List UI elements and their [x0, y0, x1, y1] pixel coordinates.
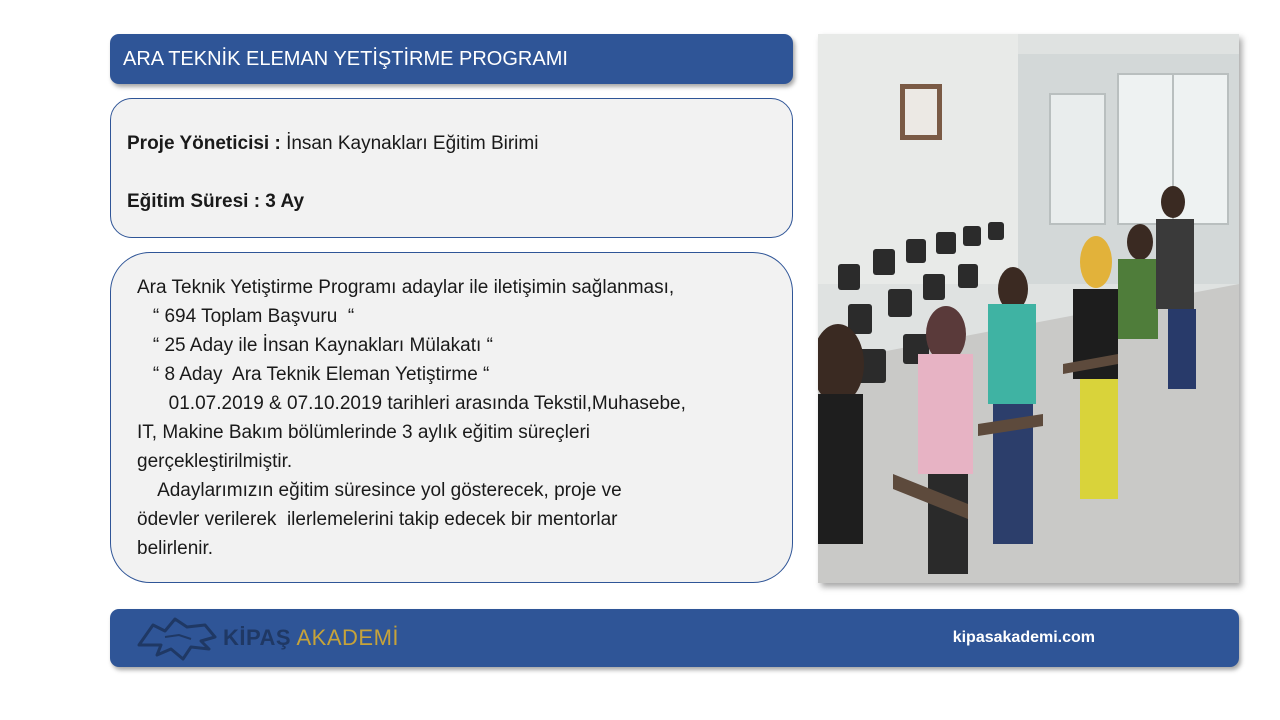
description-line: belirlenir. [137, 538, 214, 559]
description-line: gerçekleştirilmiştir. [137, 451, 293, 472]
description-line: Ara Teknik Yetiştirme Programı adaylar ile iletişimin sağlanması, [137, 277, 675, 298]
website-link[interactable]: kipasakademi.com [952, 629, 1095, 646]
manager-label: Proje Yöneticisi : [127, 133, 281, 154]
footer-bar [110, 609, 1239, 667]
description-line: 01.07.2019 & 07.10.2019 tarihleri arasında Tekstil,Muhasebe, [137, 393, 686, 414]
logo-text [223, 625, 399, 651]
slide-title-bar [110, 34, 793, 84]
duration-line [127, 190, 792, 248]
description-line: “ 694 Toplam Başvuru “ [137, 306, 355, 327]
description-line: ödevler verilerek ilerlemelerini takip edecek bir mentorlar [137, 509, 618, 530]
description-line: IT, Makine Bakım bölümlerinde 3 aylık eğitim süreçleri [137, 422, 591, 443]
wolf-head-icon [135, 615, 217, 661]
description-line: Adaylarımızın eğitim süresince yol gösterecek, proje ve [137, 480, 622, 501]
description-line: “ 8 Aday Ara Teknik Eleman Yetiştirme “ [137, 364, 490, 385]
project-info-box [110, 98, 793, 238]
classroom-photo [818, 34, 1239, 583]
logo-text-kipas: KİPAŞ [223, 625, 292, 650]
kipas-akademi-logo [135, 615, 399, 661]
slide-title: ARA TEKNİK ELEMAN YETİŞTİRME PROGRAMI [123, 47, 568, 70]
description-line: “ 25 Aday ile İnsan Kaynakları Mülakatı “ [137, 335, 493, 356]
manager-line [127, 132, 792, 190]
duration-label: Eğitim Süresi : 3 Ay [127, 191, 305, 212]
classroom-photo-illustration [818, 34, 1239, 583]
logo-text-akademi: AKADEMİ [291, 625, 400, 650]
manager-value: İnsan Kaynakları Eğitim Birimi [280, 133, 539, 154]
program-description-box [110, 252, 793, 583]
